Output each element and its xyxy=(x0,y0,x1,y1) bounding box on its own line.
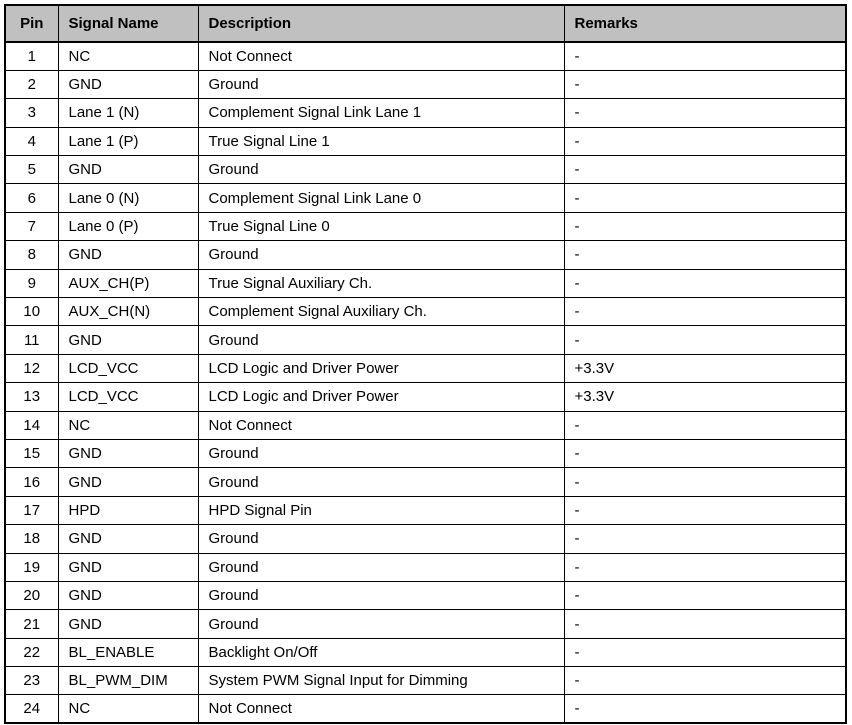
signal-cell: NC xyxy=(58,411,198,439)
signal-cell: AUX_CH(N) xyxy=(58,298,198,326)
remarks-cell: - xyxy=(564,525,846,553)
signal-cell: GND xyxy=(58,70,198,98)
table-row xyxy=(5,156,846,184)
pin-cell: 12 xyxy=(5,354,58,382)
pin-cell: 5 xyxy=(5,156,58,184)
description-cell: Not Connect xyxy=(198,42,564,70)
table-row xyxy=(5,695,846,723)
remarks-cell: - xyxy=(564,99,846,127)
pin-cell: 1 xyxy=(5,42,58,70)
pin-cell: 8 xyxy=(5,241,58,269)
pin-cell: 14 xyxy=(5,411,58,439)
remarks-cell: - xyxy=(564,553,846,581)
table-row xyxy=(5,99,846,127)
remarks-cell: - xyxy=(564,127,846,155)
pin-cell: 21 xyxy=(5,610,58,638)
description-cell: Ground xyxy=(198,610,564,638)
remarks-cell: - xyxy=(564,298,846,326)
pin-cell: 23 xyxy=(5,667,58,695)
description-cell: Ground xyxy=(198,156,564,184)
table-row xyxy=(5,127,846,155)
description-cell: Ground xyxy=(198,241,564,269)
signal-cell: BL_ENABLE xyxy=(58,638,198,666)
signal-cell: GND xyxy=(58,525,198,553)
remarks-cell: - xyxy=(564,42,846,70)
table-row xyxy=(5,184,846,212)
pin-table-body xyxy=(5,42,846,723)
remarks-cell: - xyxy=(564,70,846,98)
signal-cell: NC xyxy=(58,42,198,70)
table-row xyxy=(5,496,846,524)
description-cell: LCD Logic and Driver Power xyxy=(198,383,564,411)
description-cell: True Signal Line 0 xyxy=(198,212,564,240)
pin-cell: 3 xyxy=(5,99,58,127)
pin-cell: 7 xyxy=(5,212,58,240)
description-cell: Complement Signal Link Lane 1 xyxy=(198,99,564,127)
description-cell: Ground xyxy=(198,581,564,609)
table-row xyxy=(5,553,846,581)
description-cell: Not Connect xyxy=(198,411,564,439)
description-cell: Ground xyxy=(198,70,564,98)
remarks-cell: +3.3V xyxy=(564,354,846,382)
description-cell: System PWM Signal Input for Dimming xyxy=(198,667,564,695)
table-row xyxy=(5,581,846,609)
signal-cell: GND xyxy=(58,326,198,354)
table-row xyxy=(5,667,846,695)
table-row xyxy=(5,42,846,70)
table-row xyxy=(5,212,846,240)
remarks-cell: - xyxy=(564,610,846,638)
description-cell: True Signal Line 1 xyxy=(198,127,564,155)
remarks-cell: - xyxy=(564,156,846,184)
table-row xyxy=(5,411,846,439)
description-cell: Ground xyxy=(198,553,564,581)
remarks-cell: - xyxy=(564,212,846,240)
table-row xyxy=(5,468,846,496)
pin-cell: 18 xyxy=(5,525,58,553)
table-row xyxy=(5,610,846,638)
pin-cell: 2 xyxy=(5,70,58,98)
description-cell: True Signal Auxiliary Ch. xyxy=(198,269,564,297)
signal-cell: GND xyxy=(58,468,198,496)
description-cell: Ground xyxy=(198,468,564,496)
signal-cell: Lane 1 (P) xyxy=(58,127,198,155)
column-header-description: Description xyxy=(198,5,564,42)
remarks-cell: - xyxy=(564,581,846,609)
description-cell: Complement Signal Link Lane 0 xyxy=(198,184,564,212)
pin-cell: 13 xyxy=(5,383,58,411)
remarks-cell: - xyxy=(564,468,846,496)
description-cell: Ground xyxy=(198,525,564,553)
signal-cell: GND xyxy=(58,581,198,609)
column-header-pin: Pin xyxy=(5,5,58,42)
table-row xyxy=(5,298,846,326)
pin-cell: 15 xyxy=(5,439,58,467)
signal-cell: GND xyxy=(58,439,198,467)
remarks-cell: - xyxy=(564,184,846,212)
pin-cell: 10 xyxy=(5,298,58,326)
table-row xyxy=(5,241,846,269)
remarks-cell: - xyxy=(564,695,846,723)
pin-cell: 9 xyxy=(5,269,58,297)
column-header-remarks: Remarks xyxy=(564,5,846,42)
signal-cell: Lane 0 (N) xyxy=(58,184,198,212)
pin-cell: 17 xyxy=(5,496,58,524)
signal-cell: Lane 0 (P) xyxy=(58,212,198,240)
remarks-cell: - xyxy=(564,241,846,269)
pin-cell: 6 xyxy=(5,184,58,212)
pinout-table xyxy=(4,4,847,724)
description-cell: Ground xyxy=(198,439,564,467)
remarks-cell: - xyxy=(564,411,846,439)
table-row xyxy=(5,354,846,382)
signal-cell: LCD_VCC xyxy=(58,354,198,382)
remarks-cell: - xyxy=(564,269,846,297)
remarks-cell: - xyxy=(564,667,846,695)
pin-cell: 16 xyxy=(5,468,58,496)
remarks-cell: - xyxy=(564,496,846,524)
pinout-table-header xyxy=(5,5,846,42)
description-cell: Complement Signal Auxiliary Ch. xyxy=(198,298,564,326)
column-header-signal-name: Signal Name xyxy=(58,5,198,42)
pin-cell: 11 xyxy=(5,326,58,354)
signal-cell: Lane 1 (N) xyxy=(58,99,198,127)
remarks-cell: +3.3V xyxy=(564,383,846,411)
remarks-cell: - xyxy=(564,439,846,467)
pin-cell: 4 xyxy=(5,127,58,155)
signal-cell: LCD_VCC xyxy=(58,383,198,411)
signal-cell: NC xyxy=(58,695,198,723)
remarks-cell: - xyxy=(564,638,846,666)
pin-cell: 22 xyxy=(5,638,58,666)
pin-cell: 19 xyxy=(5,553,58,581)
table-row xyxy=(5,326,846,354)
table-row xyxy=(5,439,846,467)
description-cell: LCD Logic and Driver Power xyxy=(198,354,564,382)
description-cell: HPD Signal Pin xyxy=(198,496,564,524)
signal-cell: HPD xyxy=(58,496,198,524)
table-row xyxy=(5,70,846,98)
description-cell: Not Connect xyxy=(198,695,564,723)
signal-cell: GND xyxy=(58,241,198,269)
header-row xyxy=(5,5,846,42)
description-cell: Backlight On/Off xyxy=(198,638,564,666)
signal-cell: BL_PWM_DIM xyxy=(58,667,198,695)
table-row xyxy=(5,269,846,297)
signal-cell: GND xyxy=(58,553,198,581)
remarks-cell: - xyxy=(564,326,846,354)
signal-cell: GND xyxy=(58,156,198,184)
table-row xyxy=(5,638,846,666)
signal-cell: GND xyxy=(58,610,198,638)
description-cell: Ground xyxy=(198,326,564,354)
signal-cell: AUX_CH(P) xyxy=(58,269,198,297)
table-row xyxy=(5,383,846,411)
table-row xyxy=(5,525,846,553)
pin-cell: 20 xyxy=(5,581,58,609)
pin-cell: 24 xyxy=(5,695,58,723)
